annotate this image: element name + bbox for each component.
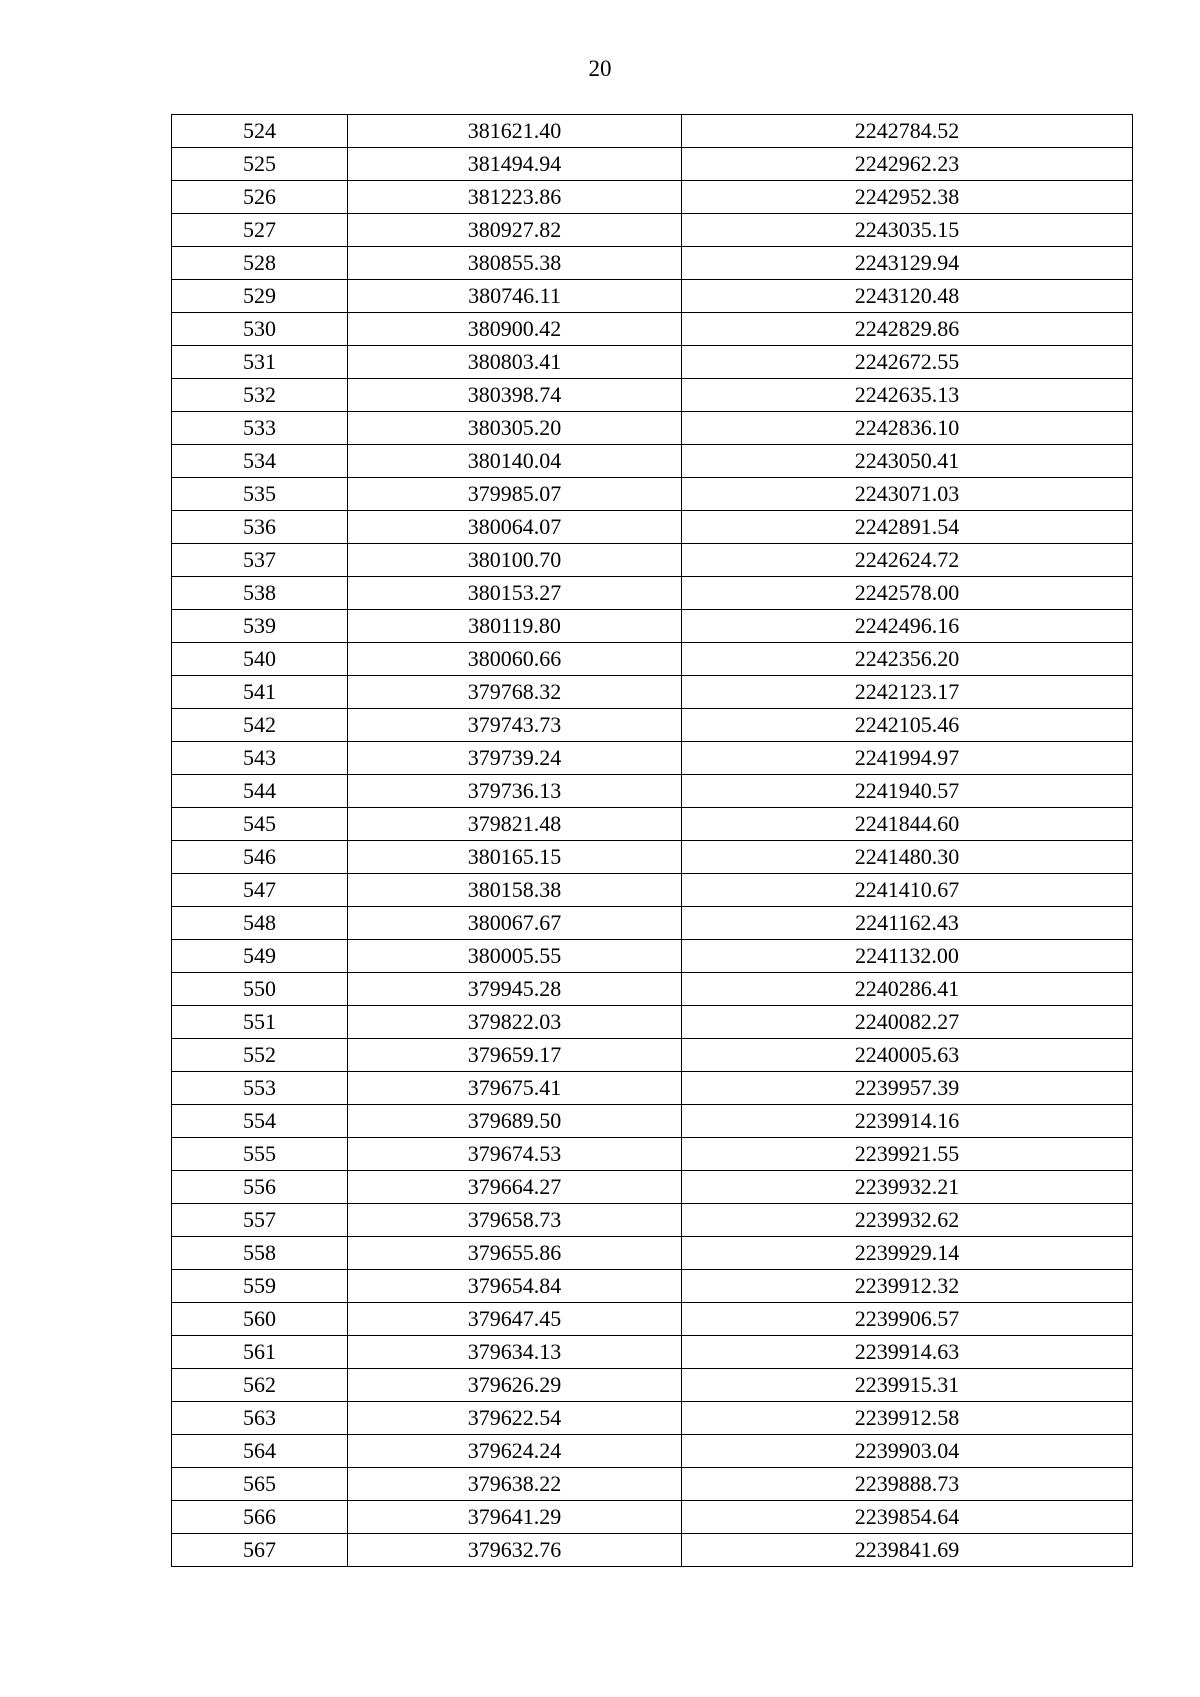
- point-number-cell: 535: [172, 478, 348, 511]
- table-row: [172, 1138, 1133, 1171]
- table-row: [172, 181, 1133, 214]
- x-coordinate-cell: 380064.07: [348, 511, 682, 544]
- y-coordinate-cell: 2240286.41: [682, 973, 1133, 1006]
- table-row: [172, 214, 1133, 247]
- point-number-cell: 526: [172, 181, 348, 214]
- point-number-cell: 558: [172, 1237, 348, 1270]
- x-coordinate-cell: 379624.24: [348, 1435, 682, 1468]
- table-row: [172, 775, 1133, 808]
- x-coordinate-cell: 379985.07: [348, 478, 682, 511]
- table-row: [172, 247, 1133, 280]
- y-coordinate-cell: 2241162.43: [682, 907, 1133, 940]
- y-coordinate-cell: 2242624.72: [682, 544, 1133, 577]
- x-coordinate-cell: 380165.15: [348, 841, 682, 874]
- point-number-cell: 546: [172, 841, 348, 874]
- y-coordinate-cell: 2239914.16: [682, 1105, 1133, 1138]
- x-coordinate-cell: 379622.54: [348, 1402, 682, 1435]
- y-coordinate-cell: 2242784.52: [682, 115, 1133, 148]
- x-coordinate-cell: 379632.76: [348, 1534, 682, 1567]
- table-row: [172, 1237, 1133, 1270]
- y-coordinate-cell: 2240005.63: [682, 1039, 1133, 1072]
- table-row: [172, 313, 1133, 346]
- table-row: [172, 1039, 1133, 1072]
- y-coordinate-cell: 2239932.21: [682, 1171, 1133, 1204]
- x-coordinate-cell: 379664.27: [348, 1171, 682, 1204]
- point-number-cell: 527: [172, 214, 348, 247]
- x-coordinate-cell: 379743.73: [348, 709, 682, 742]
- point-number-cell: 543: [172, 742, 348, 775]
- x-coordinate-cell: 380305.20: [348, 412, 682, 445]
- x-coordinate-cell: 381621.40: [348, 115, 682, 148]
- table-row: [172, 478, 1133, 511]
- table-row: [172, 1534, 1133, 1567]
- y-coordinate-cell: 2239914.63: [682, 1336, 1133, 1369]
- y-coordinate-cell: 2242952.38: [682, 181, 1133, 214]
- y-coordinate-cell: 2241994.97: [682, 742, 1133, 775]
- table-row: [172, 610, 1133, 643]
- y-coordinate-cell: 2243035.15: [682, 214, 1133, 247]
- table-row: [172, 1303, 1133, 1336]
- point-number-cell: 537: [172, 544, 348, 577]
- point-number-cell: 528: [172, 247, 348, 280]
- x-coordinate-cell: 379659.17: [348, 1039, 682, 1072]
- y-coordinate-cell: 2239912.58: [682, 1402, 1133, 1435]
- y-coordinate-cell: 2242123.17: [682, 676, 1133, 709]
- x-coordinate-cell: 379675.41: [348, 1072, 682, 1105]
- point-number-cell: 547: [172, 874, 348, 907]
- y-coordinate-cell: 2239888.73: [682, 1468, 1133, 1501]
- x-coordinate-cell: 379674.53: [348, 1138, 682, 1171]
- x-coordinate-cell: 380158.38: [348, 874, 682, 907]
- x-coordinate-cell: 379634.13: [348, 1336, 682, 1369]
- x-coordinate-cell: 379736.13: [348, 775, 682, 808]
- y-coordinate-cell: 2241844.60: [682, 808, 1133, 841]
- table-row: [172, 412, 1133, 445]
- table-row: [172, 346, 1133, 379]
- point-number-cell: 560: [172, 1303, 348, 1336]
- y-coordinate-cell: 2243071.03: [682, 478, 1133, 511]
- y-coordinate-cell: 2242635.13: [682, 379, 1133, 412]
- point-number-cell: 525: [172, 148, 348, 181]
- x-coordinate-cell: 379821.48: [348, 808, 682, 841]
- point-number-cell: 538: [172, 577, 348, 610]
- point-number-cell: 554: [172, 1105, 348, 1138]
- y-coordinate-cell: 2241940.57: [682, 775, 1133, 808]
- y-coordinate-cell: 2243129.94: [682, 247, 1133, 280]
- y-coordinate-cell: 2239854.64: [682, 1501, 1133, 1534]
- point-number-cell: 545: [172, 808, 348, 841]
- x-coordinate-cell: 380153.27: [348, 577, 682, 610]
- point-number-cell: 552: [172, 1039, 348, 1072]
- point-number-cell: 565: [172, 1468, 348, 1501]
- x-coordinate-cell: 379647.45: [348, 1303, 682, 1336]
- point-number-cell: 531: [172, 346, 348, 379]
- y-coordinate-cell: 2242891.54: [682, 511, 1133, 544]
- table-row: [172, 280, 1133, 313]
- table-row: [172, 1171, 1133, 1204]
- point-number-cell: 550: [172, 973, 348, 1006]
- y-coordinate-cell: 2242356.20: [682, 643, 1133, 676]
- point-number-cell: 544: [172, 775, 348, 808]
- y-coordinate-cell: 2239841.69: [682, 1534, 1133, 1567]
- x-coordinate-cell: 379768.32: [348, 676, 682, 709]
- y-coordinate-cell: 2243050.41: [682, 445, 1133, 478]
- point-number-cell: 542: [172, 709, 348, 742]
- point-number-cell: 559: [172, 1270, 348, 1303]
- y-coordinate-cell: 2239957.39: [682, 1072, 1133, 1105]
- table-row: [172, 742, 1133, 775]
- y-coordinate-cell: 2241410.67: [682, 874, 1133, 907]
- point-number-cell: 551: [172, 1006, 348, 1039]
- x-coordinate-cell: 380100.70: [348, 544, 682, 577]
- table-row: [172, 1006, 1133, 1039]
- x-coordinate-cell: 379689.50: [348, 1105, 682, 1138]
- table-row: [172, 1336, 1133, 1369]
- table-row: [172, 907, 1133, 940]
- table-row: [172, 1204, 1133, 1237]
- point-number-cell: 530: [172, 313, 348, 346]
- point-number-cell: 566: [172, 1501, 348, 1534]
- page-number: 20: [588, 56, 612, 81]
- y-coordinate-cell: 2242962.23: [682, 148, 1133, 181]
- table-row: [172, 511, 1133, 544]
- y-coordinate-cell: 2243120.48: [682, 280, 1133, 313]
- x-coordinate-cell: 379945.28: [348, 973, 682, 1006]
- point-number-cell: 539: [172, 610, 348, 643]
- y-coordinate-cell: 2242578.00: [682, 577, 1133, 610]
- x-coordinate-cell: 379739.24: [348, 742, 682, 775]
- point-number-cell: 567: [172, 1534, 348, 1567]
- y-coordinate-cell: 2241132.00: [682, 940, 1133, 973]
- table-row: [172, 1468, 1133, 1501]
- table-row: [172, 148, 1133, 181]
- point-number-cell: 541: [172, 676, 348, 709]
- table-row: [172, 379, 1133, 412]
- table-row: [172, 1402, 1133, 1435]
- y-coordinate-cell: 2239903.04: [682, 1435, 1133, 1468]
- x-coordinate-cell: 380927.82: [348, 214, 682, 247]
- table-row: [172, 874, 1133, 907]
- x-coordinate-cell: 380060.66: [348, 643, 682, 676]
- point-number-cell: 557: [172, 1204, 348, 1237]
- point-number-cell: 555: [172, 1138, 348, 1171]
- x-coordinate-cell: 379822.03: [348, 1006, 682, 1039]
- x-coordinate-cell: 381223.86: [348, 181, 682, 214]
- x-coordinate-cell: 379658.73: [348, 1204, 682, 1237]
- x-coordinate-cell: 381494.94: [348, 148, 682, 181]
- table-row: [172, 577, 1133, 610]
- table-row: [172, 1369, 1133, 1402]
- x-coordinate-cell: 380140.04: [348, 445, 682, 478]
- table-row: [172, 1501, 1133, 1534]
- y-coordinate-cell: 2242672.55: [682, 346, 1133, 379]
- y-coordinate-cell: 2239929.14: [682, 1237, 1133, 1270]
- coordinates-table: [171, 114, 1133, 1567]
- table-row: [172, 1270, 1133, 1303]
- y-coordinate-cell: 2239912.32: [682, 1270, 1133, 1303]
- point-number-cell: 540: [172, 643, 348, 676]
- point-number-cell: 553: [172, 1072, 348, 1105]
- x-coordinate-cell: 379641.29: [348, 1501, 682, 1534]
- point-number-cell: 529: [172, 280, 348, 313]
- point-number-cell: 556: [172, 1171, 348, 1204]
- table-row: [172, 643, 1133, 676]
- y-coordinate-cell: 2239906.57: [682, 1303, 1133, 1336]
- point-number-cell: 548: [172, 907, 348, 940]
- table-row: [172, 1105, 1133, 1138]
- point-number-cell: 524: [172, 115, 348, 148]
- x-coordinate-cell: 380746.11: [348, 280, 682, 313]
- y-coordinate-cell: 2242836.10: [682, 412, 1133, 445]
- point-number-cell: 563: [172, 1402, 348, 1435]
- x-coordinate-cell: 379654.84: [348, 1270, 682, 1303]
- y-coordinate-cell: 2239921.55: [682, 1138, 1133, 1171]
- point-number-cell: 534: [172, 445, 348, 478]
- y-coordinate-cell: 2240082.27: [682, 1006, 1133, 1039]
- coordinates-table-body: [172, 115, 1133, 1567]
- point-number-cell: 549: [172, 940, 348, 973]
- y-coordinate-cell: 2239915.31: [682, 1369, 1133, 1402]
- table-row: [172, 841, 1133, 874]
- point-number-cell: 532: [172, 379, 348, 412]
- table-row: [172, 973, 1133, 1006]
- x-coordinate-cell: 380067.67: [348, 907, 682, 940]
- x-coordinate-cell: 380398.74: [348, 379, 682, 412]
- table-row: [172, 544, 1133, 577]
- x-coordinate-cell: 380119.80: [348, 610, 682, 643]
- x-coordinate-cell: 380005.55: [348, 940, 682, 973]
- point-number-cell: 561: [172, 1336, 348, 1369]
- table-row: [172, 445, 1133, 478]
- y-coordinate-cell: 2239932.62: [682, 1204, 1133, 1237]
- x-coordinate-cell: 379638.22: [348, 1468, 682, 1501]
- y-coordinate-cell: 2242105.46: [682, 709, 1133, 742]
- table-row: [172, 115, 1133, 148]
- table-row: [172, 676, 1133, 709]
- x-coordinate-cell: 379655.86: [348, 1237, 682, 1270]
- y-coordinate-cell: 2242496.16: [682, 610, 1133, 643]
- point-number-cell: 562: [172, 1369, 348, 1402]
- point-number-cell: 564: [172, 1435, 348, 1468]
- table-row: [172, 1435, 1133, 1468]
- table-row: [172, 709, 1133, 742]
- point-number-cell: 536: [172, 511, 348, 544]
- y-coordinate-cell: 2241480.30: [682, 841, 1133, 874]
- x-coordinate-cell: 379626.29: [348, 1369, 682, 1402]
- x-coordinate-cell: 380855.38: [348, 247, 682, 280]
- x-coordinate-cell: 380803.41: [348, 346, 682, 379]
- table-row: [172, 940, 1133, 973]
- table-row: [172, 808, 1133, 841]
- y-coordinate-cell: 2242829.86: [682, 313, 1133, 346]
- table-row: [172, 1072, 1133, 1105]
- x-coordinate-cell: 380900.42: [348, 313, 682, 346]
- point-number-cell: 533: [172, 412, 348, 445]
